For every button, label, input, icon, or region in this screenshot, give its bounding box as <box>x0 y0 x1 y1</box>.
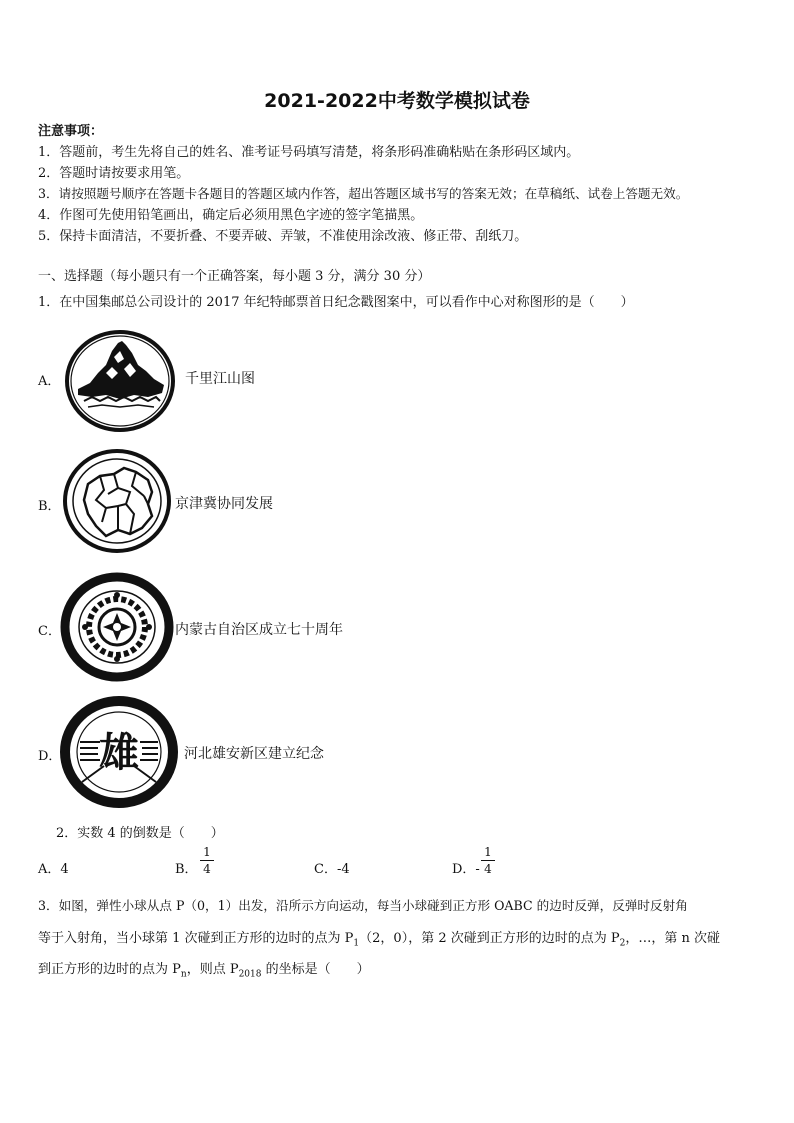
stamp-character: 雄 <box>99 729 139 776</box>
option-a-label[interactable]: 千里江山图 <box>185 371 255 387</box>
question-3-line-3: 到正方形的边时的点为 $P_n$，则点 $P_{2018}$ 的坐标是（ ） <box>38 962 370 980</box>
notice-heading: 注意事项： <box>38 124 104 139</box>
option-d-label[interactable]: 河北雄安新区建立纪念 <box>184 746 324 762</box>
question-1-stem: 1．在中国集邮总公司设计的 2017 年纪特邮票首日纪念戳图案中，可以看作中心对称图形的是（ ） <box>38 295 634 310</box>
q2-option-a[interactable]: A．4 <box>38 862 69 877</box>
flower-stamp-icon <box>60 572 176 682</box>
notice-item: 2．答题时请按要求用笔。 <box>38 166 190 181</box>
notice-item: 5．保持卡面清洁，不要折叠、不要弄破、弄皱，不准使用涂改液、修正带、刮纸刀。 <box>38 229 528 244</box>
mountain-stamp-icon <box>62 327 180 435</box>
option-b-letter[interactable]: B． <box>38 499 61 514</box>
question-3-line-1: 3．如图，弹性小球从点 P（0，1）出发，沿所示方向运动，每当小球碰到正方形 OABC 的边时反弹，反弹时反射角 <box>38 898 688 913</box>
question-3-line-2: 等于入射角，当小球第 1 次碰到正方形的边时的点为 $P_1(2$，0），第 2 次碰到正方形的边时的点为 $P_2$，…，第 n 次碰 <box>38 931 720 949</box>
option-c-label[interactable]: 内蒙古自治区成立七十周年 <box>175 622 343 638</box>
option-d-letter[interactable]: D． <box>38 749 62 764</box>
fraction-denominator: 4 <box>484 862 492 876</box>
fraction-numerator: 1 <box>203 845 211 859</box>
notice-item: 3．请按照题号顺序在答题卡各题目的答题区域内作答，超出答题区域书写的答案无效；在草稿纸、试卷上答题无效。 <box>38 186 689 201</box>
option-a-letter[interactable]: A． <box>38 374 61 389</box>
fraction-bar <box>481 860 495 861</box>
notice-item: 4．作图可先使用铅笔画出，确定后必须用黑色字迹的签字笔描黑。 <box>38 208 424 223</box>
page-title: 2021-2022中考数学模拟试卷 <box>264 90 530 112</box>
fraction-denominator: 4 <box>203 862 211 876</box>
section-heading: 一、选择题（每小题只有一个正确答案，每小题 3 分，满分 30 分） <box>38 269 431 284</box>
q2-option-c[interactable]: C．-4 <box>314 862 350 877</box>
map-stamp-icon <box>60 446 176 556</box>
option-c-letter[interactable]: C． <box>38 624 61 639</box>
fraction-bar <box>200 860 214 861</box>
q2-option-b-fraction <box>200 846 214 875</box>
question-2-stem: 2．实数 4 的倒数是（ ） <box>56 826 224 841</box>
q2-option-b-letter[interactable]: B． <box>175 862 198 877</box>
character-stamp-icon <box>60 696 180 808</box>
q2-option-d-fraction <box>481 846 495 875</box>
fraction-numerator: 1 <box>484 845 492 859</box>
option-b-label[interactable]: 京津冀协同发展 <box>175 496 273 512</box>
notice-item: 1．答题前，考生先将自己的姓名、准考证号码填写清楚，将条形码准确粘贴在条形码区域内。 <box>38 145 580 160</box>
q2-option-d-letter[interactable]: D．- <box>452 862 480 877</box>
